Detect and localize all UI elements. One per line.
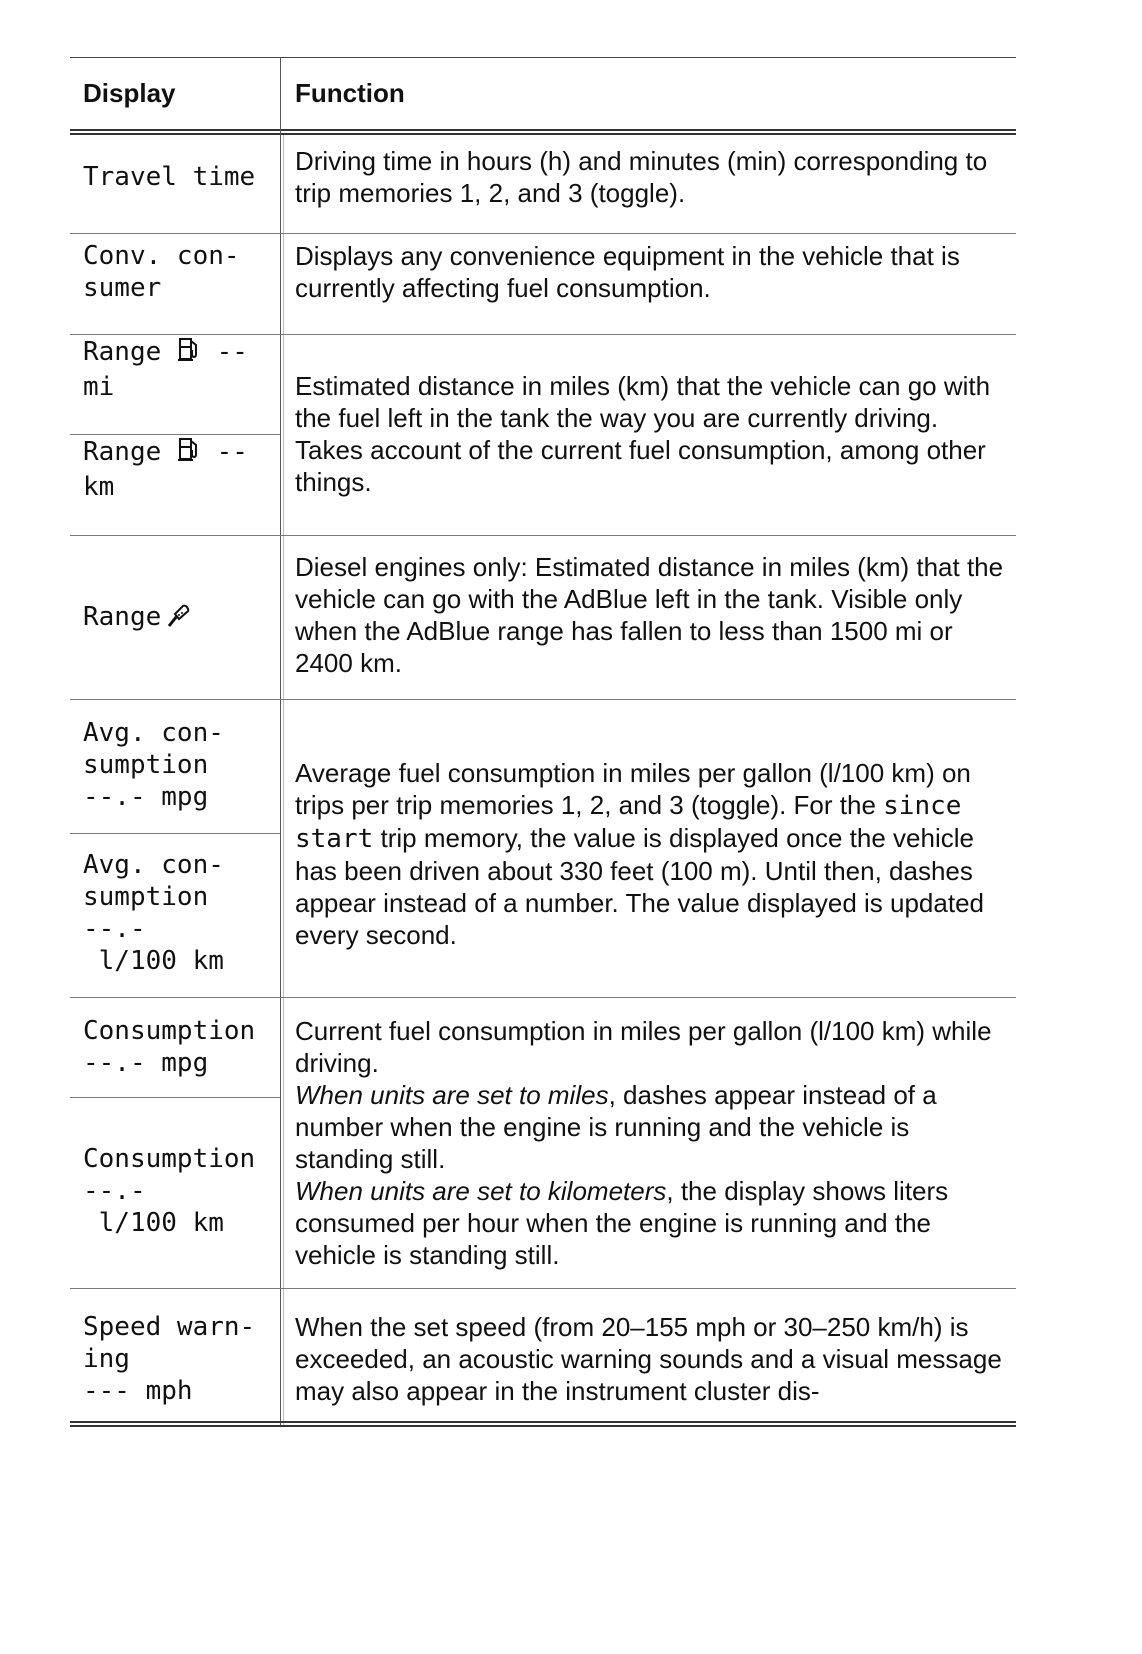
display-line: --.- mpg xyxy=(83,782,209,812)
function-speed-warning: When the set speed (from 20–155 mph or 30–250 km/h) is exceeded, an acoustic warning sounds and a visual message may also appear in the instrument cluster dis- xyxy=(295,1312,1002,1406)
display-avg-consumption-mpg xyxy=(83,717,283,813)
function-text: trip memory, the value is displayed once the vehicle has been driven about 330 feet (100 m). Until then, dashes appear instead of a number. The value displayed is updated every second. xyxy=(295,823,984,950)
display-consumption-mpg xyxy=(83,1015,283,1079)
display-unit: mi xyxy=(83,372,115,402)
display-line: --.- xyxy=(83,1176,146,1206)
function-consumption xyxy=(295,1015,1010,1271)
display-conv-consumer xyxy=(83,240,283,304)
function-text: , the display shows liters consumed per hour when the engine is running and the vehicle is standing still. xyxy=(295,1176,949,1270)
row-divider xyxy=(70,334,1016,335)
display-prefix: Range xyxy=(83,337,162,367)
display-range-mi xyxy=(83,336,283,403)
display-range-km xyxy=(83,436,283,503)
fuel-pump-icon xyxy=(177,437,201,471)
display-line: Avg. con- xyxy=(83,850,224,880)
display-line: Avg. con- xyxy=(83,718,224,748)
display-line: Consumption xyxy=(83,1144,256,1174)
function-emphasis: When units are set to miles xyxy=(295,1080,609,1110)
display-unit: km xyxy=(83,472,115,502)
header-double-rule-1 xyxy=(70,129,1016,131)
display-line: ing xyxy=(83,1344,130,1374)
function-avg-consumption xyxy=(295,757,1010,951)
function-text: Average fuel consumption in miles per gallon (l/100 km) on trips per trip memories 1, 2, and 3 (toggle). For the xyxy=(295,758,971,820)
row-divider xyxy=(70,233,1016,234)
row-divider xyxy=(70,1288,1016,1289)
bottom-double-rule-1 xyxy=(70,1421,1016,1423)
function-range-adblue: Diesel engines only: Estimated distance in miles (km) that the vehicle can go with the AdBlue left in the tank. Visible only when the AdBlue range has fallen to less than 1500 mi or 2400 km. xyxy=(295,552,1004,678)
sub-row-divider xyxy=(70,833,280,834)
row-divider xyxy=(70,699,1016,700)
function-conv-consumer: Displays any convenience equipment in the vehicle that is currently affecting fuel consumption. xyxy=(295,241,960,303)
display-line: sumption xyxy=(83,882,209,912)
bottom-double-rule-2 xyxy=(70,1425,1016,1427)
function-text: Current fuel consumption in miles per gallon (l/100 km) while driving. xyxy=(295,1016,992,1078)
fuel-pump-icon xyxy=(177,337,201,371)
display-line: Consumption xyxy=(83,1016,256,1046)
display-line: sumption xyxy=(83,750,209,780)
display-line: --.- mpg xyxy=(83,1048,209,1078)
display-consumption-l100km xyxy=(83,1143,283,1239)
display-suffix: -- xyxy=(216,337,248,367)
sub-row-divider xyxy=(70,1097,280,1098)
function-travel-time: Driving time in hours (h) and minutes (min) corresponding to trip memories 1, 2, and 3 (toggle). xyxy=(295,146,988,208)
display-travel-time: Travel time xyxy=(83,162,256,192)
display-line: sumer xyxy=(83,273,162,303)
display-line: Conv. con- xyxy=(83,241,240,271)
row-divider xyxy=(70,997,1016,998)
display-suffix: -- xyxy=(216,437,248,467)
sub-row-divider xyxy=(70,434,280,435)
table-top-border xyxy=(70,57,1016,58)
display-range-adblue xyxy=(83,601,283,636)
display-line: l/100 km xyxy=(83,1208,224,1238)
function-text: , dashes appear instead of a number when the engine is running and the vehicle is standing still. xyxy=(295,1080,937,1174)
display-speed-warning xyxy=(83,1311,283,1407)
header-display: Display xyxy=(83,78,176,108)
adblue-refill-icon xyxy=(165,602,191,636)
display-line: l/100 km xyxy=(83,946,224,976)
since-start-code: since start xyxy=(295,791,962,854)
display-prefix: Range xyxy=(83,602,162,632)
function-range: Estimated distance in miles (km) that the vehicle can go with the fuel left in the tank the way you are currently driving. Takes account of the current fuel consumption, among other things. xyxy=(295,371,991,497)
function-emphasis: When units are set to kilometers xyxy=(295,1176,667,1206)
display-prefix: Range xyxy=(83,437,162,467)
row-divider xyxy=(70,535,1016,536)
display-line: Speed warn- xyxy=(83,1312,256,1342)
header-double-rule-2 xyxy=(70,133,1016,135)
display-line: --- mph xyxy=(83,1376,193,1406)
display-avg-consumption-l100km xyxy=(83,849,283,977)
display-line: --.- xyxy=(83,914,146,944)
header-function: Function xyxy=(295,78,405,108)
column-divider-inner xyxy=(283,135,284,1425)
